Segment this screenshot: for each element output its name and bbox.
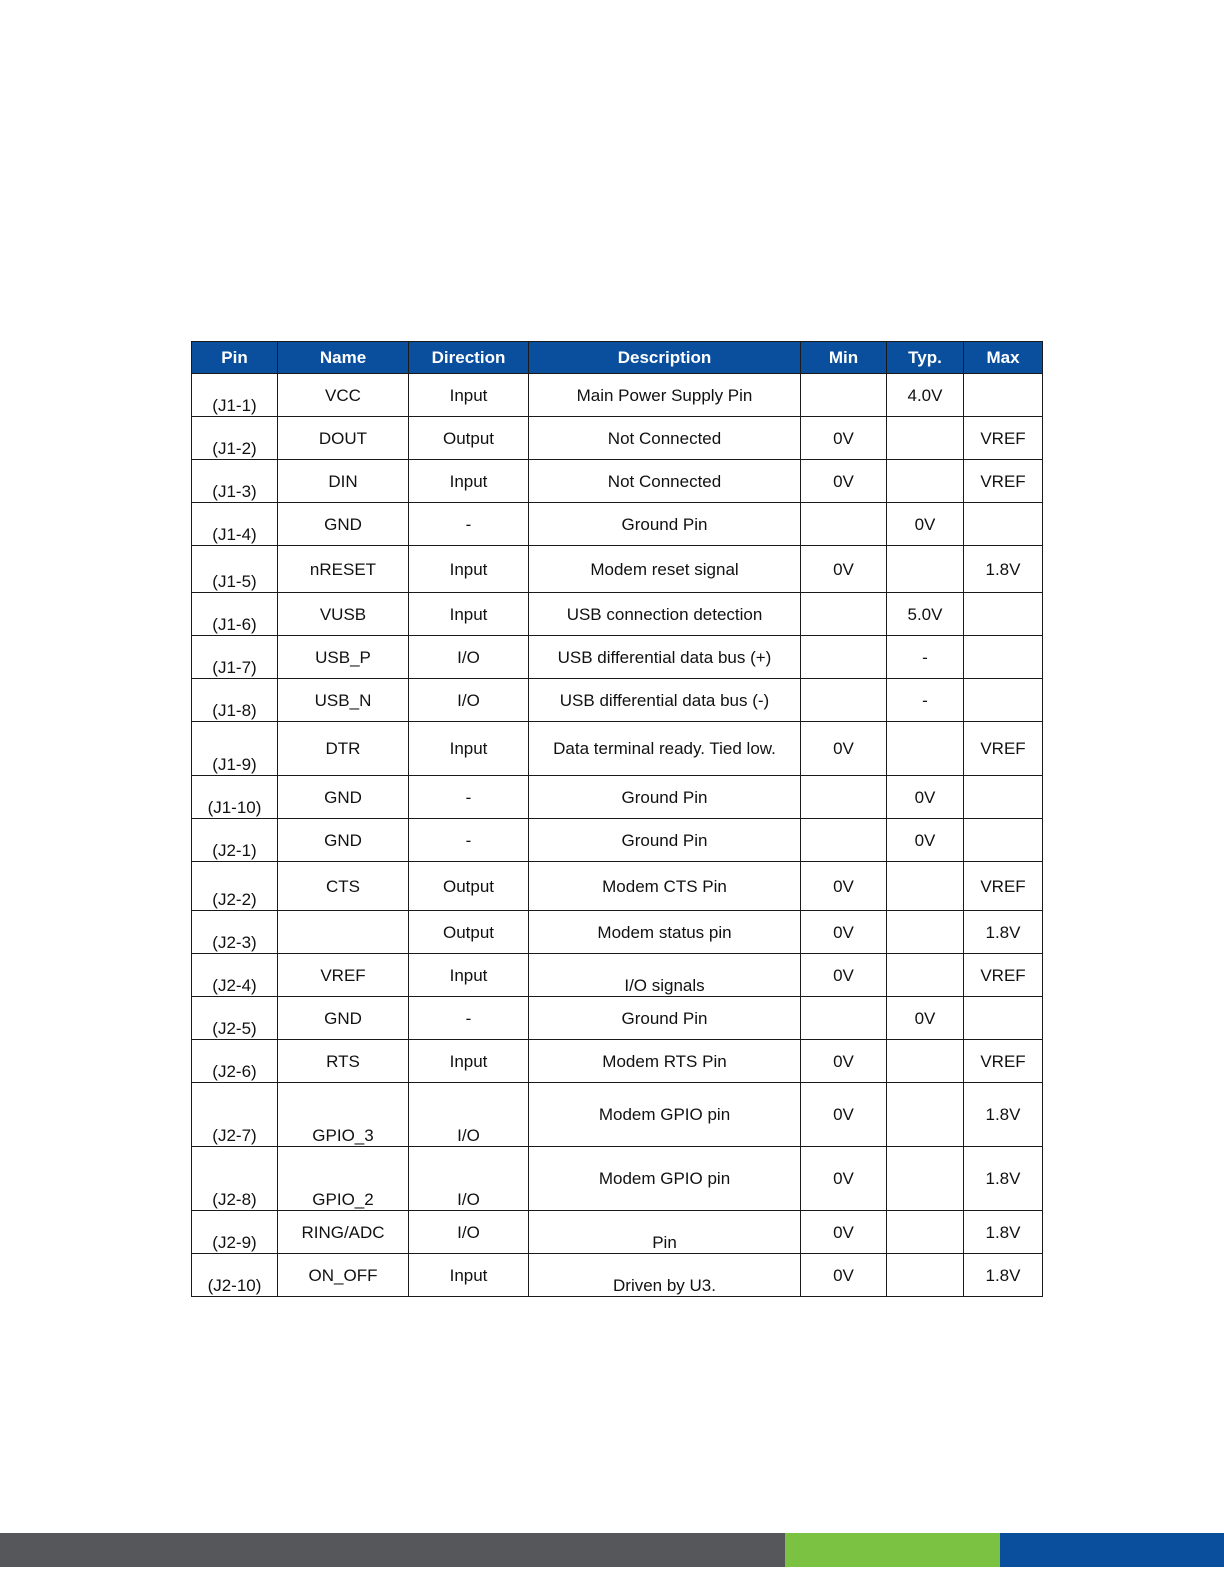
cell-typ: 4.0V	[887, 374, 964, 417]
cell-pin: (J2-5)	[192, 997, 278, 1040]
cell-description: Data terminal ready. Tied low.	[529, 722, 801, 776]
cell-description: Driven by U3.	[529, 1254, 801, 1297]
header-description: Description	[529, 342, 801, 374]
cell-pin: (J1-4)	[192, 503, 278, 546]
cell-name: GND	[278, 819, 409, 862]
cell-description: Not Connected	[529, 417, 801, 460]
cell-name: ON_OFF	[278, 1254, 409, 1297]
cell-max	[964, 776, 1043, 819]
cell-name: DOUT	[278, 417, 409, 460]
cell-description: Modem GPIO pin	[529, 1083, 801, 1147]
cell-max: VREF	[964, 722, 1043, 776]
cell-pin: (J2-9)	[192, 1211, 278, 1254]
cell-description: Modem status pin	[529, 911, 801, 954]
table-row	[192, 460, 1043, 503]
table-row	[192, 1147, 1043, 1211]
cell-pin: (J2-3)	[192, 911, 278, 954]
cell-max: VREF	[964, 417, 1043, 460]
cell-direction: Input	[409, 1254, 529, 1297]
cell-description: USB differential data bus (-)	[529, 679, 801, 722]
cell-direction: -	[409, 503, 529, 546]
cell-typ	[887, 1040, 964, 1083]
cell-pin: (J2-1)	[192, 819, 278, 862]
cell-name: DIN	[278, 460, 409, 503]
table-row	[192, 1040, 1043, 1083]
cell-description: Ground Pin	[529, 776, 801, 819]
cell-max	[964, 819, 1043, 862]
cell-min	[801, 636, 887, 679]
cell-name: GPIO_3	[278, 1083, 409, 1147]
cell-name: GPIO_2	[278, 1147, 409, 1211]
header-direction: Direction	[409, 342, 529, 374]
cell-max	[964, 636, 1043, 679]
table-row	[192, 819, 1043, 862]
footer-bar-blue	[1000, 1533, 1224, 1567]
cell-min	[801, 997, 887, 1040]
cell-name: VREF	[278, 954, 409, 997]
cell-name: GND	[278, 997, 409, 1040]
table-header-row	[192, 342, 1043, 374]
cell-typ	[887, 546, 964, 593]
cell-max: 1.8V	[964, 1254, 1043, 1297]
cell-name: nRESET	[278, 546, 409, 593]
cell-pin: (J1-2)	[192, 417, 278, 460]
cell-direction: Input	[409, 460, 529, 503]
cell-pin: (J1-7)	[192, 636, 278, 679]
cell-max: VREF	[964, 862, 1043, 911]
cell-name: VUSB	[278, 593, 409, 636]
cell-min: 0V	[801, 1254, 887, 1297]
cell-min	[801, 374, 887, 417]
cell-max	[964, 374, 1043, 417]
cell-min: 0V	[801, 460, 887, 503]
cell-typ: -	[887, 636, 964, 679]
table-row	[192, 546, 1043, 593]
table-row	[192, 679, 1043, 722]
cell-max: 1.8V	[964, 1147, 1043, 1211]
cell-max: 1.8V	[964, 911, 1043, 954]
cell-name: VCC	[278, 374, 409, 417]
cell-typ: 0V	[887, 503, 964, 546]
cell-pin: (J2-7)	[192, 1083, 278, 1147]
cell-name: GND	[278, 776, 409, 819]
cell-pin: (J2-8)	[192, 1147, 278, 1211]
cell-description: Ground Pin	[529, 819, 801, 862]
cell-min	[801, 503, 887, 546]
cell-name: GND	[278, 503, 409, 546]
cell-min: 0V	[801, 722, 887, 776]
cell-typ	[887, 911, 964, 954]
cell-max: 1.8V	[964, 546, 1043, 593]
table-row	[192, 954, 1043, 997]
cell-typ	[887, 417, 964, 460]
cell-description: Modem GPIO pin	[529, 1147, 801, 1211]
cell-direction: I/O	[409, 1083, 529, 1147]
cell-direction: Output	[409, 862, 529, 911]
table-row	[192, 636, 1043, 679]
cell-description: Modem reset signal	[529, 546, 801, 593]
cell-description: Ground Pin	[529, 997, 801, 1040]
cell-direction: Input	[409, 546, 529, 593]
header-min: Min	[801, 342, 887, 374]
table-row	[192, 911, 1043, 954]
header-max: Max	[964, 342, 1043, 374]
cell-name: CTS	[278, 862, 409, 911]
cell-direction: Output	[409, 417, 529, 460]
cell-typ	[887, 1083, 964, 1147]
cell-direction: Output	[409, 911, 529, 954]
cell-name: USB_N	[278, 679, 409, 722]
cell-pin: (J1-6)	[192, 593, 278, 636]
table-row	[192, 1083, 1043, 1147]
cell-direction: Input	[409, 1040, 529, 1083]
cell-description: Pin	[529, 1211, 801, 1254]
cell-direction: Input	[409, 722, 529, 776]
cell-typ	[887, 1147, 964, 1211]
cell-description: USB differential data bus (+)	[529, 636, 801, 679]
cell-pin: (J2-2)	[192, 862, 278, 911]
cell-max: VREF	[964, 1040, 1043, 1083]
header-typ: Typ.	[887, 342, 964, 374]
cell-pin: (J1-1)	[192, 374, 278, 417]
cell-max: VREF	[964, 460, 1043, 503]
cell-typ	[887, 954, 964, 997]
cell-min: 0V	[801, 546, 887, 593]
cell-pin: (J1-3)	[192, 460, 278, 503]
table-row	[192, 776, 1043, 819]
cell-pin: (J2-6)	[192, 1040, 278, 1083]
cell-max	[964, 997, 1043, 1040]
cell-typ	[887, 1211, 964, 1254]
cell-direction: -	[409, 997, 529, 1040]
cell-typ: 0V	[887, 819, 964, 862]
cell-name: RTS	[278, 1040, 409, 1083]
header-pin: Pin	[192, 342, 278, 374]
cell-max	[964, 679, 1043, 722]
table-body	[192, 374, 1043, 1297]
cell-min	[801, 593, 887, 636]
table-row	[192, 862, 1043, 911]
cell-pin: (J1-5)	[192, 546, 278, 593]
cell-direction: I/O	[409, 636, 529, 679]
cell-max: 1.8V	[964, 1083, 1043, 1147]
cell-description: USB connection detection	[529, 593, 801, 636]
table-row	[192, 374, 1043, 417]
cell-min	[801, 819, 887, 862]
cell-direction: I/O	[409, 1211, 529, 1254]
cell-description: Ground Pin	[529, 503, 801, 546]
cell-min	[801, 679, 887, 722]
cell-pin: (J1-10)	[192, 776, 278, 819]
cell-typ	[887, 460, 964, 503]
cell-typ: 0V	[887, 776, 964, 819]
cell-min: 0V	[801, 417, 887, 460]
cell-typ	[887, 862, 964, 911]
cell-direction: -	[409, 819, 529, 862]
header-name: Name	[278, 342, 409, 374]
cell-min: 0V	[801, 911, 887, 954]
cell-direction: I/O	[409, 1147, 529, 1211]
cell-direction: I/O	[409, 679, 529, 722]
table-row	[192, 417, 1043, 460]
footer-bar-green	[785, 1533, 1000, 1567]
cell-min: 0V	[801, 1040, 887, 1083]
cell-description: Not Connected	[529, 460, 801, 503]
cell-direction: Input	[409, 374, 529, 417]
table-row	[192, 1254, 1043, 1297]
cell-max: VREF	[964, 954, 1043, 997]
table-row	[192, 997, 1043, 1040]
table-row	[192, 1211, 1043, 1254]
cell-min: 0V	[801, 862, 887, 911]
cell-typ: -	[887, 679, 964, 722]
cell-name: DTR	[278, 722, 409, 776]
cell-typ	[887, 722, 964, 776]
pin-table	[191, 341, 1043, 1297]
cell-pin: (J2-10)	[192, 1254, 278, 1297]
cell-name: USB_P	[278, 636, 409, 679]
cell-typ	[887, 1254, 964, 1297]
cell-min: 0V	[801, 1147, 887, 1211]
cell-direction: Input	[409, 593, 529, 636]
cell-typ: 5.0V	[887, 593, 964, 636]
cell-max	[964, 593, 1043, 636]
table-row	[192, 503, 1043, 546]
cell-name	[278, 911, 409, 954]
cell-typ: 0V	[887, 997, 964, 1040]
cell-pin: (J1-8)	[192, 679, 278, 722]
cell-description: Modem RTS Pin	[529, 1040, 801, 1083]
table-row	[192, 593, 1043, 636]
cell-direction: Input	[409, 954, 529, 997]
cell-description: Modem CTS Pin	[529, 862, 801, 911]
cell-pin: (J2-4)	[192, 954, 278, 997]
cell-min: 0V	[801, 1211, 887, 1254]
cell-max	[964, 503, 1043, 546]
cell-min	[801, 776, 887, 819]
cell-pin: (J1-9)	[192, 722, 278, 776]
cell-direction: -	[409, 776, 529, 819]
cell-min: 0V	[801, 1083, 887, 1147]
cell-min: 0V	[801, 954, 887, 997]
cell-description: I/O signals	[529, 954, 801, 997]
cell-description: Main Power Supply Pin	[529, 374, 801, 417]
cell-name: RING/ADC	[278, 1211, 409, 1254]
cell-max: 1.8V	[964, 1211, 1043, 1254]
table-row	[192, 722, 1043, 776]
footer-bar-gray	[0, 1533, 785, 1567]
